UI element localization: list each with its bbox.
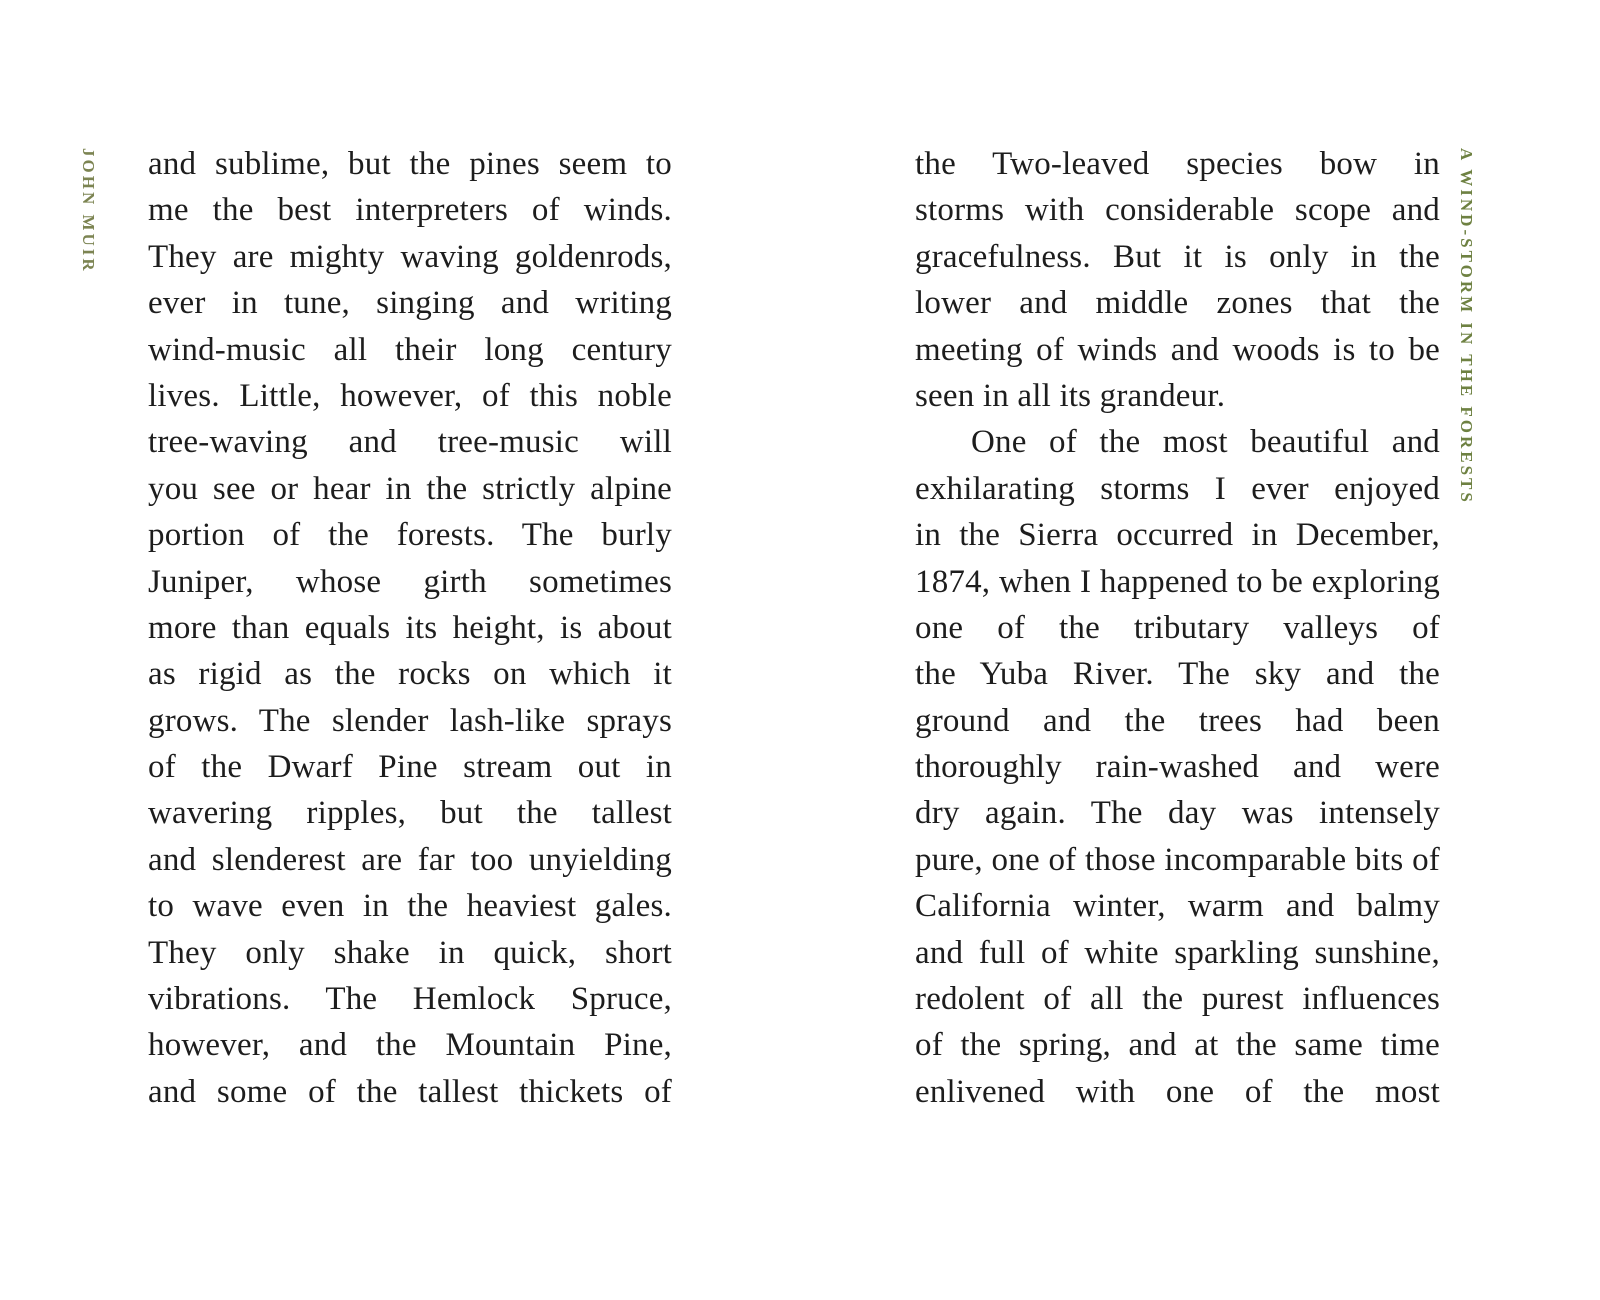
text-line: you see or hear in the strictly alpine	[148, 470, 672, 507]
text-line: Juniper, whose girth sometimes	[148, 563, 672, 600]
text-line: meeting of winds and woods is to be	[915, 331, 1440, 368]
left-page-text	[148, 141, 672, 1115]
text-line: thoroughly rain-washed and were	[915, 749, 1440, 786]
text-line: exhilarating storms I ever enjoyed	[915, 470, 1440, 507]
text-line: the Yuba River. The sky and the	[915, 656, 1440, 693]
text-line: pure, one of those incomparable bits of	[915, 841, 1440, 878]
text-line: of the spring, and at the same time	[915, 1027, 1440, 1064]
text-line: lives. Little, however, of this noble	[148, 377, 672, 414]
text-line: and some of the tallest thickets of	[148, 1073, 672, 1110]
text-line: gracefulness. But it is only in the	[915, 238, 1440, 275]
text-line: wind-music all their long century	[148, 331, 672, 368]
text-line: wavering ripples, but the tallest	[148, 795, 672, 832]
text-line: seen in all its grandeur.	[915, 377, 1226, 414]
text-line: me the best interpreters of winds.	[148, 192, 672, 229]
text-line: vibrations. The Hemlock Spruce,	[148, 981, 672, 1018]
text-line: as rigid as the rocks on which it	[148, 656, 672, 693]
text-line: tree-waving and tree-music will	[148, 424, 672, 461]
text-line: more than equals its height, is about	[148, 609, 672, 646]
text-line: and slenderest are far too unyielding	[148, 841, 672, 878]
text-line: grows. The slender lash-like sprays	[148, 702, 672, 739]
text-line: 1874, when I happened to be exploring	[915, 563, 1440, 600]
text-line: portion of the forests. The burly	[148, 517, 672, 554]
text-line: in the Sierra occurred in December,	[915, 517, 1440, 554]
text-line: They only shake in quick, short	[148, 934, 672, 971]
text-line: ever in tune, singing and writing	[148, 285, 672, 322]
text-line: enlivened with one of the most	[915, 1073, 1440, 1110]
right-running-head: A WIND-STORM IN THE FORESTS	[1457, 148, 1476, 505]
text-line: however, and the Mountain Pine,	[148, 1027, 672, 1064]
text-line: one of the tributary valleys of	[915, 609, 1440, 646]
text-line: the Two-leaved species bow in	[915, 146, 1440, 182]
text-line: One of the most beautiful and	[971, 424, 1440, 461]
text-line: to wave even in the heaviest gales.	[148, 888, 672, 925]
left-running-head: JOHN MUIR	[79, 148, 98, 274]
text-line: ground and the trees had been	[915, 702, 1440, 739]
text-line: redolent of all the purest influences	[915, 981, 1440, 1018]
text-line: and sublime, but the pines seem to	[148, 146, 672, 182]
text-line: of the Dwarf Pine stream out in	[148, 749, 672, 786]
text-line: storms with considerable scope and	[915, 192, 1440, 229]
text-line: lower and middle zones that the	[915, 285, 1440, 322]
text-line: They are mighty waving goldenrods,	[148, 238, 672, 275]
text-line: and full of white sparkling sunshine,	[915, 934, 1440, 971]
text-line: dry again. The day was intensely	[915, 795, 1440, 832]
right-page-text	[915, 141, 1440, 1115]
text-line: California winter, warm and balmy	[915, 888, 1440, 925]
